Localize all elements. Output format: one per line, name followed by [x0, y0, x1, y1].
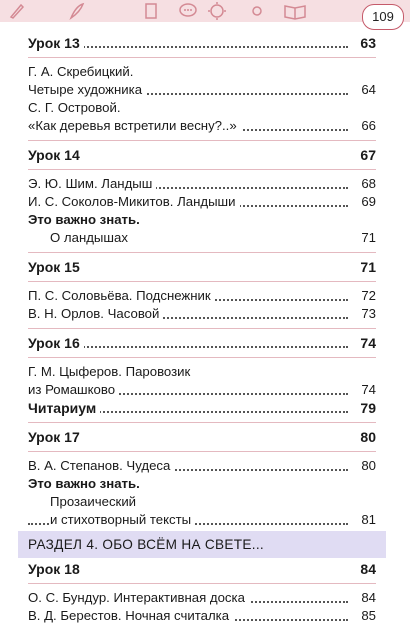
- toc-entry[interactable]: В. Д. Берестов. Ночная считалка 85: [28, 608, 376, 623]
- divider: [28, 140, 376, 141]
- header-icons: [0, 0, 410, 22]
- toc-entry[interactable]: О ландышах 71: [50, 230, 376, 245]
- toc-important-heading: Это важно знать.: [28, 476, 140, 491]
- toc-section-heading[interactable]: РАЗДЕЛ 4. ОБО ВСЁМ НА СВЕТЕ...: [18, 531, 386, 558]
- divider: [28, 451, 376, 452]
- feather-icon: [68, 2, 86, 20]
- toc-entry[interactable]: В. А. Степанов. Чудеса 80: [28, 458, 376, 473]
- toc-entry-line: Прозаический: [50, 494, 137, 509]
- toc-entry-author: Г. А. Скребицкий.: [28, 64, 134, 79]
- page-number: 109: [362, 4, 404, 30]
- toc-entry[interactable]: и стихотворный тексты 81: [28, 511, 376, 529]
- toc-lesson-13[interactable]: Урок 13 63: [28, 35, 376, 51]
- divider: [28, 422, 376, 423]
- book-icon: [142, 2, 160, 20]
- toc-entry[interactable]: О. С. Бундур. Интерактивная доска 84: [28, 590, 376, 605]
- divider: [28, 583, 376, 584]
- divider: [28, 57, 376, 58]
- toc-entry[interactable]: из Ромашково 74: [28, 382, 376, 397]
- toc-entry[interactable]: Э. Ю. Шим. Ландыш 68: [28, 176, 376, 191]
- sun-face-icon: [206, 2, 228, 22]
- toc-entry[interactable]: Четыре художника 64: [28, 82, 376, 97]
- divider: [28, 169, 376, 170]
- sun-icon: [248, 2, 266, 20]
- toc-entry[interactable]: «Как деревья встретили весну?..» 66: [28, 118, 376, 133]
- toc-lesson-17[interactable]: Урок 17 80: [28, 429, 376, 445]
- toc-entry-author: Г. М. Цыферов. Паровозик: [28, 364, 191, 379]
- pen-icon: [8, 2, 26, 20]
- open-book-icon: [283, 2, 307, 20]
- divider: [28, 252, 376, 253]
- toc-entry[interactable]: И. С. Соколов-Микитов. Ландыши 69: [28, 194, 376, 209]
- toc-lesson-16[interactable]: Урок 16 74: [28, 335, 376, 351]
- toc-entry[interactable]: В. Н. Орлов. Часовой 73: [28, 306, 376, 321]
- toc-entry-author: С. Г. Островой.: [28, 100, 121, 115]
- toc-lesson-15[interactable]: Урок 15 71: [28, 259, 376, 275]
- speech-bubble-icon: [178, 2, 198, 20]
- toc-chitarium[interactable]: Читариум 79: [28, 400, 376, 416]
- divider: [28, 357, 376, 358]
- toc-important-heading: Это важно знать.: [28, 212, 140, 227]
- toc-entry[interactable]: П. С. Соловьёва. Подснежник 72: [28, 288, 376, 303]
- table-of-contents: [28, 34, 376, 625]
- toc-lesson-18[interactable]: Урок 18 84: [28, 561, 376, 577]
- divider: [28, 328, 376, 329]
- toc-lesson-14[interactable]: Урок 14 67: [28, 147, 376, 163]
- divider: [28, 281, 376, 282]
